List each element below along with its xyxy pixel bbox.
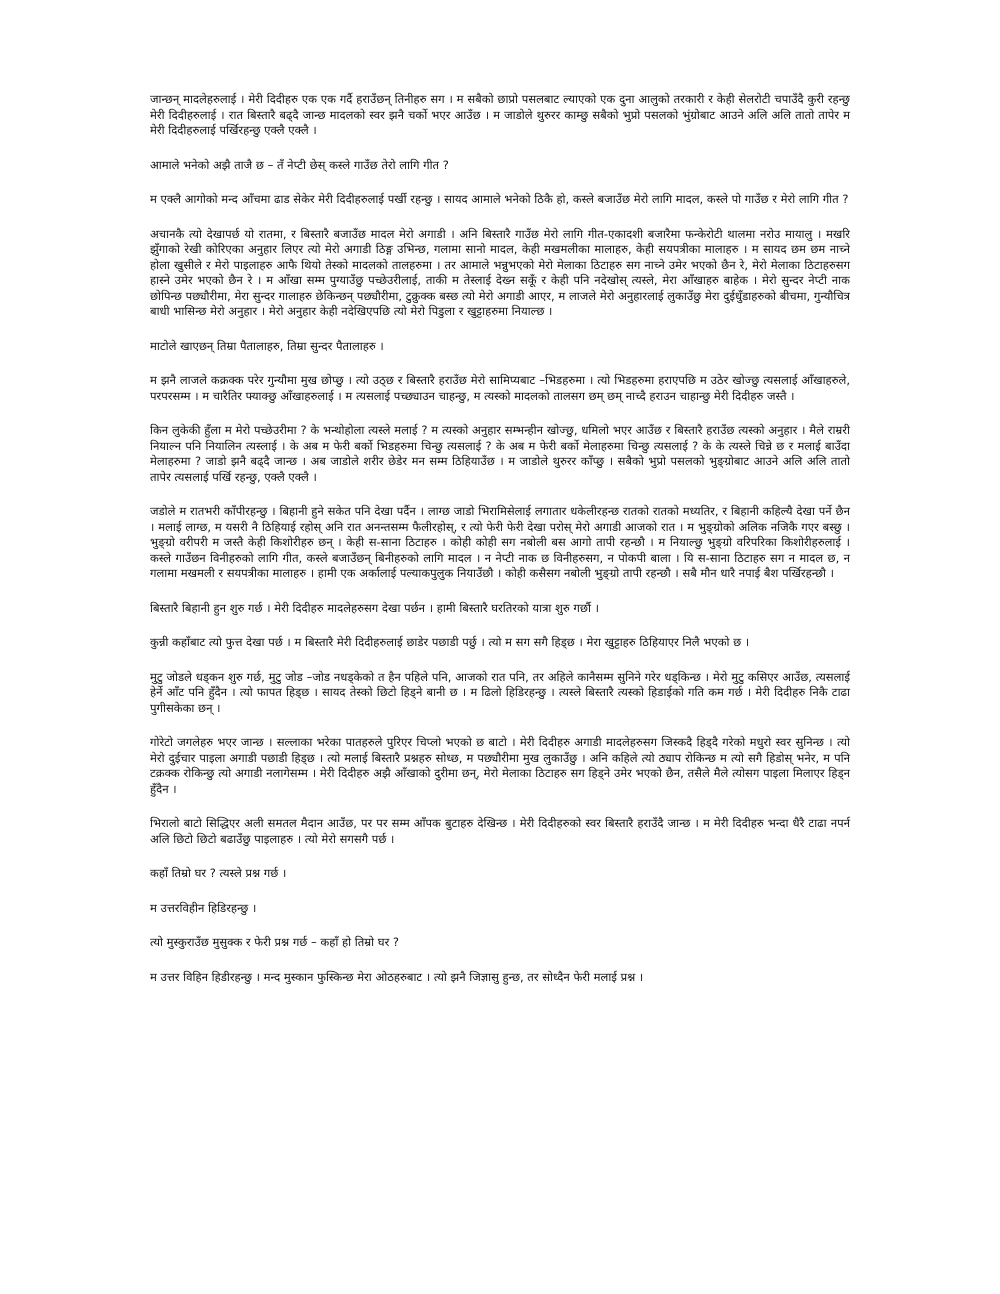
paragraph: कुन्नी कहाँबाट त्यो फुत्त देखा पर्छ । म बिस्तारै मेरी दिदीहरुलाई छाडेर पछाडी पर्छु । त्यो म सग सगै हिड्छ । मेरा खुट्टाहरु ठिहियाएर निलै भएको छ ।	[150, 635, 750, 649]
paragraph: म उत्तरविहीन हिडिरहन्छु ।	[150, 900, 257, 915]
paragraph: म उत्तर विहिन हिडीरहन्छु । मन्द मुस्कान फुस्किन्छ मेरा ओठहरुबाट । त्यो झनै जिज्ञासु हुन्छ, तर सोध्दैन फेरी मलाई प्रश्न ।	[150, 969, 644, 984]
paragraph: मुटु जोडले धड्कन शुरु गर्छ, मुटु जोड –जोड नधड्केको त हैन पहिले पनि, आजको रात पनि, तर अहिले कानैसम्म सुनिने गरेर धड्किन्छ । मेरो मुटु कसिएर आउँछ, त्यसलाई हेर्ने आँट पनि हुँदैन । त्यो फापत हिड्छ । सायद तेस्को छिटो हिड्ने बानी छ । म ढिलो हिडिरहन्छु । त्यस्ले बिस्तारै त्यस्को हिडाईको गति कम गर्छ । मेरी दिदीहरु निकै टाढा पुगीसकेका छन् ।	[150, 669, 850, 715]
paragraph: आमाले भनेको अझै ताजै छ – तँ नेप्टी छेस् कस्ले गाउँछ तेरो लागि गीत ?	[150, 157, 449, 172]
paragraph: म झनै लाजले कक्रक्क परेर गुन्यौमा मुख छोप्छु । त्यो उठ्छ र बिस्तारै हराउँछ मेरो सामिप्यबाट –भिडहरुमा । त्यो भिडहरुमा हराएपछि म उठेर खोज्छु त्यसलाई आँखाहरुले, परपरसम्म । म चारैतिर फ्याक्छु आँखाहरुलाई । म त्यसलाई पच्छ्याउन चाहन्छु, म त्यस्को मादलको तालसग छम् छम् नाच्दै हराउन चाहान्छु मेरी दिदीहरु जस्तै ।	[150, 373, 850, 403]
paragraph: जान्छन् मादलेहरुलाई । मेरी दिदीहरु एक एक गर्दै हराउँछन् तिनीहरु सग । म सबैको छाप्रो पसलबाट ल्याएको एक दुना आलुको तरकारी र केही सेलरोटी चपाउँदै कुरी रहन्छु मेरी दिदीहरुलाई । रात बिस्तारै बढ्दै जान्छ मादलको स्वर झनै चर्को भएर आउँछ । म जाडोले थुरुरर काम्छु सबैको भुप्रो पसलको भुंग्रोबाट आउने अलि अलि तातो तापेर म मेरी दिदीहरुलाई पर्खिरहन्छु एक्लै एक्लै ।	[150, 92, 850, 137]
document-body	[150, 92, 850, 1004]
paragraph: गोरेटो जगलेहरु भएर जान्छ । सल्लाका भरेका पातहरुले पुरिएर चिप्लो भएको छ बाटो । मेरी दिदीहरु अगाडी मादलेहरुसग जिस्कदै हिड्दै गरेको मधुरो स्वर सुनिन्छ । त्यो मेरो दुईचार पाइला अगाडी पछाडी हिड्छ । त्यो मलाई बिस्तारै प्रश्नहरु सोध्छ, म पछ्यौरीमा मुख लुकाउँछु । अनि कहिले त्यो ठ्याप रोकिन्छ म त्यो सगै हिडोस् भनेर, म पनि टक्रक्क रोकिन्छु त्यो अगाडी नलागेसम्म । मेरी दिदीहरु अझै आँखाको दुरीमा छन्, मेरो मेलाका ठिटाहरु सग हिड्ने उमेर भएको छैन, तसैले मैले त्योसग पाइला मिलाएर हिड्न हुँदैन ।	[150, 735, 850, 796]
paragraph: माटोले खाएछन् तिम्रा पैतालाहरु, तिम्रा सुन्दर पैतालाहरु ।	[150, 338, 384, 353]
paragraph: भिरालो बाटो सिद्धिएर अली समतल मैदान आउँछ, पर पर सम्म आँपक बुटाहरु देखिन्छ । मेरी दिदीहरुको स्वर बिस्तारै हराउँदै जान्छ । म मेरी दिदीहरु भन्दा धैरै टाढा नपर्न अलि छिटो छिटो बढाउँछु पाइलाहरु । त्यो मेरो सगसगै पर्छ ।	[150, 816, 850, 846]
paragraph: त्यो मुस्कुराउँछ मुसुक्क र फेरी प्रश्न गर्छ – कहाँ हो तिम्रो घर ?	[150, 935, 400, 949]
paragraph: किन लुकेकी हुँला म मेरो पच्छेउरीमा ? के भन्थोहोला त्यस्ले मलाई ? म त्यस्को अनुहार सम्भन्हीन खोज्छु, धमिलो भएर आउँछ र बिस्तारै हराउँछ त्यस्को अनुहार । मैले राम्ररी नियाल्न पनि नियालिन त्यस्लाई । के अब म फेरी बर्को भिडहरुमा चिन्छु त्यसलाई ? के अब म फेरी बर्को मेलाहरुमा चिन्छु त्यसलाई ? के के त्यस्ले चिन्ने छ र मलाई बाउँदा मेलाहरुमा ? जाडो झनै बढ्दै जान्छ । अब जाडोले शरीर छेडेर मन सम्म ठिहियाउँछ । म जाडोले थुरुरर काँप्छु । सबैको भुप्रो पसलको भुङ्ग्रोबाट आउने अलि अलि तातो तापेर त्यसलाई पर्खि रहन्छु, एक्लै एक्लै ।	[150, 423, 850, 484]
paragraph: कहाँ तिम्रो घर ? त्यस्ले प्रश्न गर्छ ।	[150, 866, 287, 880]
paragraph: म एक्लै आगोको मन्द आँचमा ढाड सेकेर मेरी दिदीहरुलाई पर्खी रहन्छु । सायद आमाले भनेको ठिकै हो, कस्ले बजाउँछ मेरो लागि मादल, कस्ले पो गाउँछ र मेरो लागि गीत ?	[150, 192, 849, 206]
paragraph: अचानकै त्यो देखापर्छ यो रातमा, र बिस्तारै बजाउँछ मादल मेरो अगाडी । अनि बिस्तारै गाउँछ मेरो लागि गीत-एकादशी बजारैमा फन्केरोटी थालमा नरोउ मायालु । मखरि झुँगाको रेखी कोरिएका अनुहार लिएर त्यो मेरो अगाडी ठिङ्ग उभिन्छ, गलामा सानो मादल, केही मखमलीका मालाहरु, केही सयपत्रीका मालाहरु । म सायद छम छम नाच्ने होला खुसीले र मेरो पाइलाहरु आफै थियो तेस्को मादलको तालहरुमा । तर आमाले भन्नुभएको मेरो मेलाका ठिटाहरु सग नाच्ने उमेर भएको छैन रे, मेरो मेलाका ठिटाहरुसग हास्ने उमेर भएको छैन रे । म आँखा सम्म पुग्याउँछु पच्छेउरीलाई, ताकी म तेस्लाई देख्न सकूँ र केही पनि नदेखोस् त्यस्ले, मेरा आँखाहरु बाहेक । मेरो सुन्दर नेप्टी नाक छोपिन्छ पछ्यौरीमा, मेरा सुन्दर गालाहरु छेकिन्छन् पछ्यौरीमा, टुक्रुक्क बस्छ त्यो मेरो अगाडी आएर, म लाजले मेरो अनुहारलाई लुकाउँछु मेरा दुईधुँडाहरुको बीचमा, गुन्यौचित्र बाधी भासिन्छ मेरो अनुहार । मेरो अनुहार केही नदेखिएपछि त्यो मेरो पिडुला र खुट्टाहरुमा नियाल्छ ।	[150, 226, 850, 318]
paragraph: बिस्तारै बिहानी हुन शुरु गर्छ । मेरी दिदीहरु मादलेहरुसग देखा पर्छन । हामी बिस्तारै घरतिरको यात्रा शुरु गर्छौ ।	[150, 600, 599, 615]
paragraph: जडोले म रातभरी काँपीरहन्छु । बिहानी हुने सकेत पनि देखा पर्दैन । लाग्छ जाडो भिरामिसेलाई लगातार धकेलीरहन्छ रातको रातको मध्यतिर, र बिहानी कहिल्यै देखा पर्ने छैन । मलाई लाग्छ, म यसरी नै ठिहियाई रहोस् अनि रात अनन्तसम्म फैलीरहोस्, र त्यो फेरी फेरी देखा परोस् मेरो अगाडी आजको रात । म भुङ्ग्रोको अलिक नजिकै गएर बस्छु । भुङ्ग्रो वरीपरी म जस्तै केही किशोरीहरु छन् । केही स-साना ठिटाहरु । कोही कोही सग नबोली बस आगो तापी रहन्छौ । म नियाल्छु भुङ्ग्रो वरिपरिका किशोरीहरुलाई । कस्ले गाउँछन विनीहरुको लागि गीत, कस्ले बजाउँछन् बिनीहरुको लागि मादल । न नेप्टी नाक छ विनीहरुसग, न पोकपी बाला । यि स-साना ठिटाहरु सग न मादल छ, न गलामा मखमली र सयपत्रीका मालाहरु । हामी एक अर्कालाई पल्याकपुलुक नियाउँछौ । कोही कसैसग नबोली भुङ्ग्रो तापी रहन्छौ । सबै मौन धारै नपाई बैश पर्खिरहन्छौ ।	[150, 504, 850, 580]
